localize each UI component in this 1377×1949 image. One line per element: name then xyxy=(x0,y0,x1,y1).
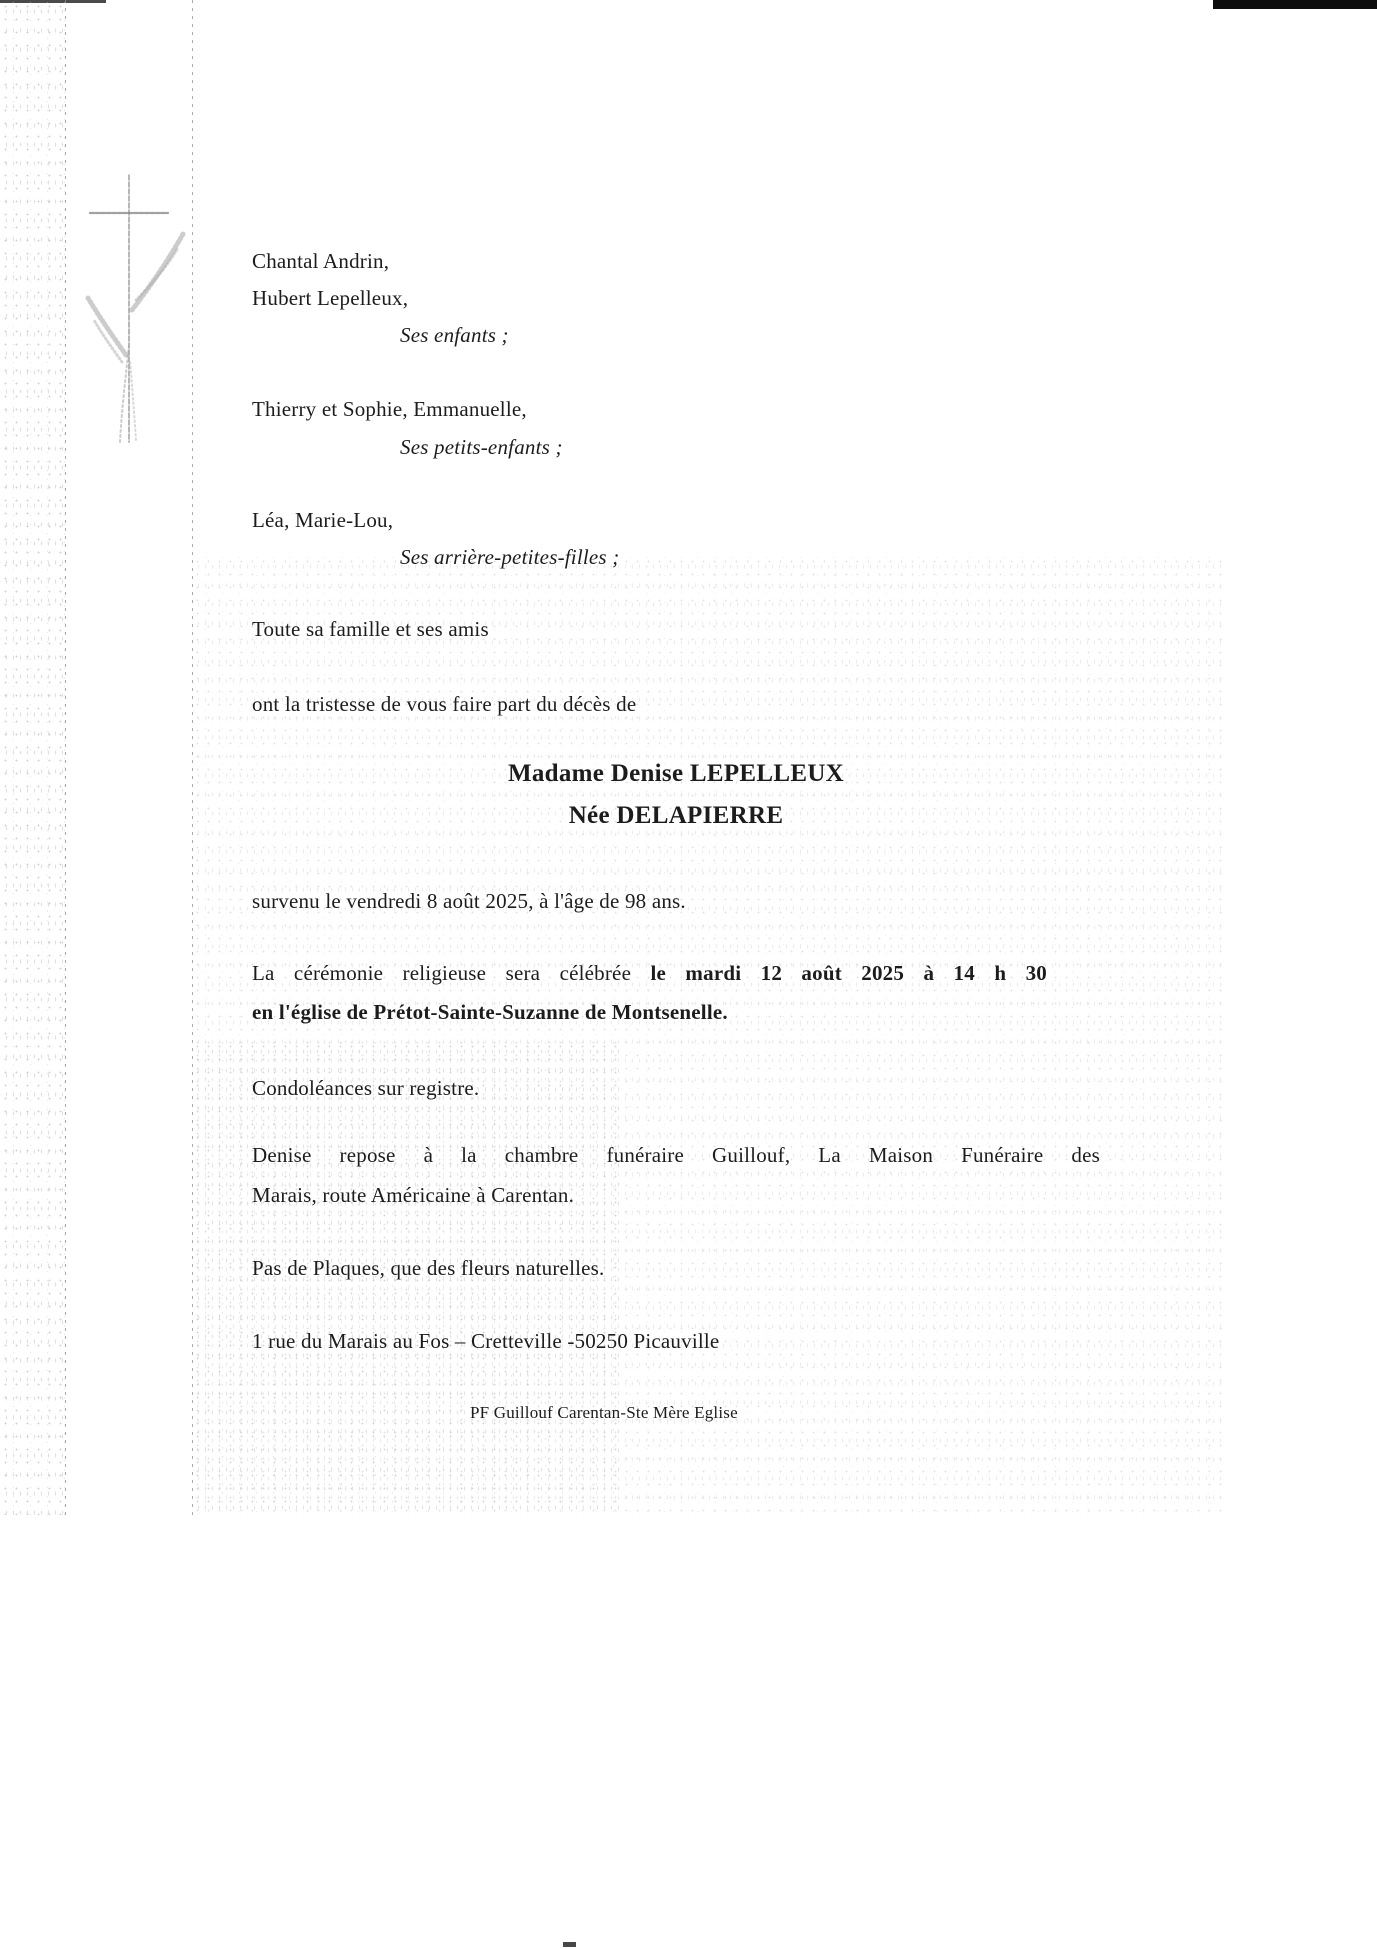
address-line: 1 rue du Marais au Fos – Cretteville -50250 Picauville xyxy=(252,1329,720,1353)
ceremony-intro: La cérémonie religieuse sera célébrée xyxy=(252,961,651,985)
cross-and-wheat-icon xyxy=(50,140,200,450)
scan-artifact-top-bar xyxy=(1213,0,1377,9)
death-date-line: survenu le vendredi 8 août 2025, à l'âge de 98 ans. xyxy=(252,889,686,913)
mourner-relation: Ses petits-enfants ; xyxy=(400,435,563,459)
family-line: Toute sa famille et ses amis xyxy=(252,617,489,641)
mourner-name: Thierry et Sophie, Emmanuelle, xyxy=(252,397,527,421)
mourner-name: Hubert Lepelleux, xyxy=(252,286,409,310)
mourner-name: Chantal Andrin, xyxy=(252,249,390,273)
deceased-maiden-name: Née DELAPIERRE xyxy=(568,802,784,829)
ceremony-line xyxy=(252,961,1047,986)
funeral-home-line: PF Guillouf Carentan-Ste Mère Eglise xyxy=(470,1403,738,1422)
mourner-name: Léa, Marie-Lou, xyxy=(252,508,394,532)
deceased-name: Madame Denise LEPELLEUX xyxy=(507,760,845,787)
ceremony-place: en l'église de Prétot-Sainte-Suzanne de Montsenelle. xyxy=(252,1000,728,1024)
scan-artifact-speck xyxy=(563,1942,576,1947)
repose-line-2: Marais, route Américaine à Carentan. xyxy=(252,1183,575,1207)
announcement-line: ont la tristesse de vous faire part du décès de xyxy=(252,692,637,716)
ceremony-datetime: le mardi 12 août 2025 à 14 h 30 xyxy=(650,961,1047,985)
mourner-relation: Ses arrière-petites-filles ; xyxy=(400,545,620,569)
scan-artifact-top-streak xyxy=(0,0,106,3)
flowers-line: Pas de Plaques, que des fleurs naturelles. xyxy=(252,1256,605,1280)
repose-line-1: Denise repose à la chambre funéraire Guillouf, La Maison Funéraire des xyxy=(252,1143,1100,1167)
mourner-relation: Ses enfants ; xyxy=(400,323,509,347)
condolences-line: Condoléances sur registre. xyxy=(252,1076,480,1100)
